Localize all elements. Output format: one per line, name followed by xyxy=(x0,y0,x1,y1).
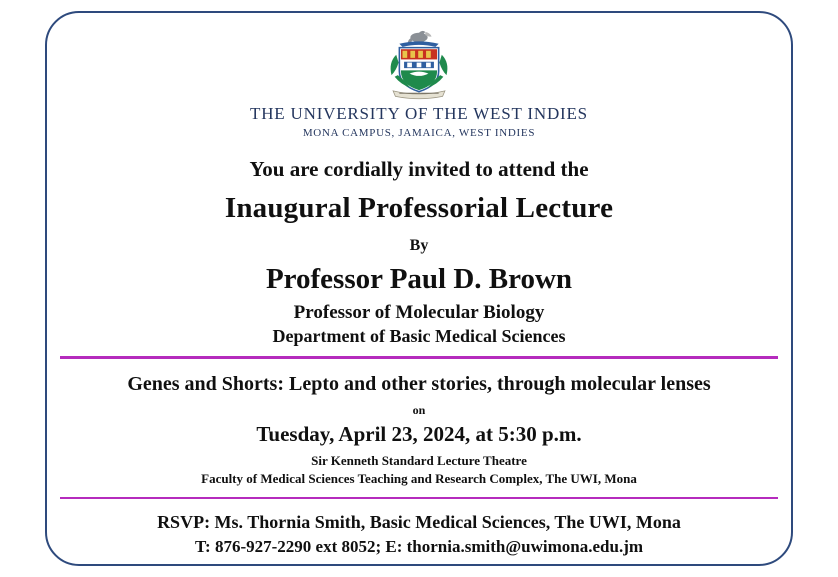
invitation-intro: You are cordially invited to attend the xyxy=(249,157,589,182)
rsvp-contact: T: 876-927-2290 ext 8052; E: thornia.smith@uwimona.edu.jm xyxy=(194,537,644,556)
talk-datetime: Tuesday, April 23, 2024, at 5:30 p.m. xyxy=(256,421,582,446)
invitation-content xyxy=(60,20,778,557)
talk-venue: Sir Kenneth Standard Lecture Theatre xyxy=(311,452,527,468)
rsvp-line: RSVP: Ms. Thornia Smith, Basic Medical Sciences, The UWI, Mona xyxy=(157,512,681,532)
divider-top xyxy=(60,356,778,358)
university-name: THE UNIVERSITY OF THE WEST INDIES xyxy=(250,104,588,124)
speaker-department: Department of Basic Medical Sciences xyxy=(272,326,566,347)
uwi-coat-of-arms-icon xyxy=(364,28,474,100)
talk-venue-address: Faculty of Medical Sciences Teaching and Research Complex, The UWI, Mona xyxy=(201,470,637,486)
university-campus: MONA CAMPUS, JAMAICA, WEST INDIES xyxy=(302,127,536,140)
speaker-title: Professor of Molecular Biology xyxy=(293,302,545,324)
divider-bottom xyxy=(60,497,778,499)
on-label: on xyxy=(412,402,426,417)
event-title: Inaugural Professorial Lecture xyxy=(224,192,614,225)
by-label: By xyxy=(409,237,429,255)
talk-title: Genes and Shorts: Lepto and other stories, through molecular lenses xyxy=(127,372,711,395)
speaker-name: Professor Paul D. Brown xyxy=(265,263,573,296)
